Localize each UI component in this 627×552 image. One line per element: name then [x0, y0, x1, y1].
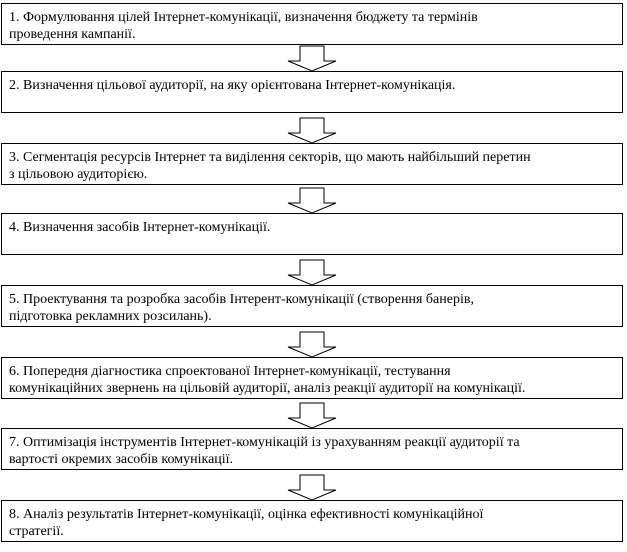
step-text-6: 6. Попередня діагностика спроектованої Інтернет-комунікації, тестування комунікаційних звернень на цільовій аудиторії, аналіз реакції аудиторії на комунікації. [9, 364, 526, 396]
step-box-2 [1, 71, 623, 113]
step-box-6 [1, 357, 623, 399]
step-box-7 [1, 428, 623, 470]
step-text-5: 5. Проектування та розробка засобів Інтерент-комунікації (створення банерів, підготовка рекламних розсилань). [9, 292, 474, 324]
arrow-7-8 [288, 475, 336, 500]
arrow-4-5 [288, 260, 336, 285]
arrow-5-6 [288, 332, 336, 357]
step-text-1: 1. Формулювання цілей Інтернет-комунікації, визначення бюджету та термінів проведення кампанії. [9, 10, 478, 42]
step-box-5 [1, 285, 623, 327]
arrow-2-3 [288, 118, 336, 143]
step-box-1 [1, 3, 623, 45]
step-box-8 [1, 500, 623, 542]
step-text-2: 2. Визначення цільової аудиторії, на яку орієнтована Інтернет-комунікація. [9, 78, 456, 93]
arrow-3-4 [288, 188, 336, 213]
step-box-3 [1, 143, 623, 185]
step-text-8: 8. Аналіз результатів Інтернет-комунікації, оцінка ефективності комунікаційної стратегії. [9, 507, 484, 539]
arrow-1-2 [288, 46, 336, 71]
step-text-4: 4. Визначення засобів Інтернет-комунікації. [9, 220, 271, 235]
step-text-7: 7. Оптимізація інструментів Інтернет-комунікацій із урахуванням реакції аудиторії та вартості окремих засобів комунікації. [9, 435, 520, 467]
arrow-6-7 [288, 403, 336, 428]
step-text-3: 3. Сегментація ресурсів Інтернет та виділення секторів, що мають найбільший перетин з цільовою аудиторією. [9, 150, 531, 182]
step-box-4 [1, 213, 623, 255]
